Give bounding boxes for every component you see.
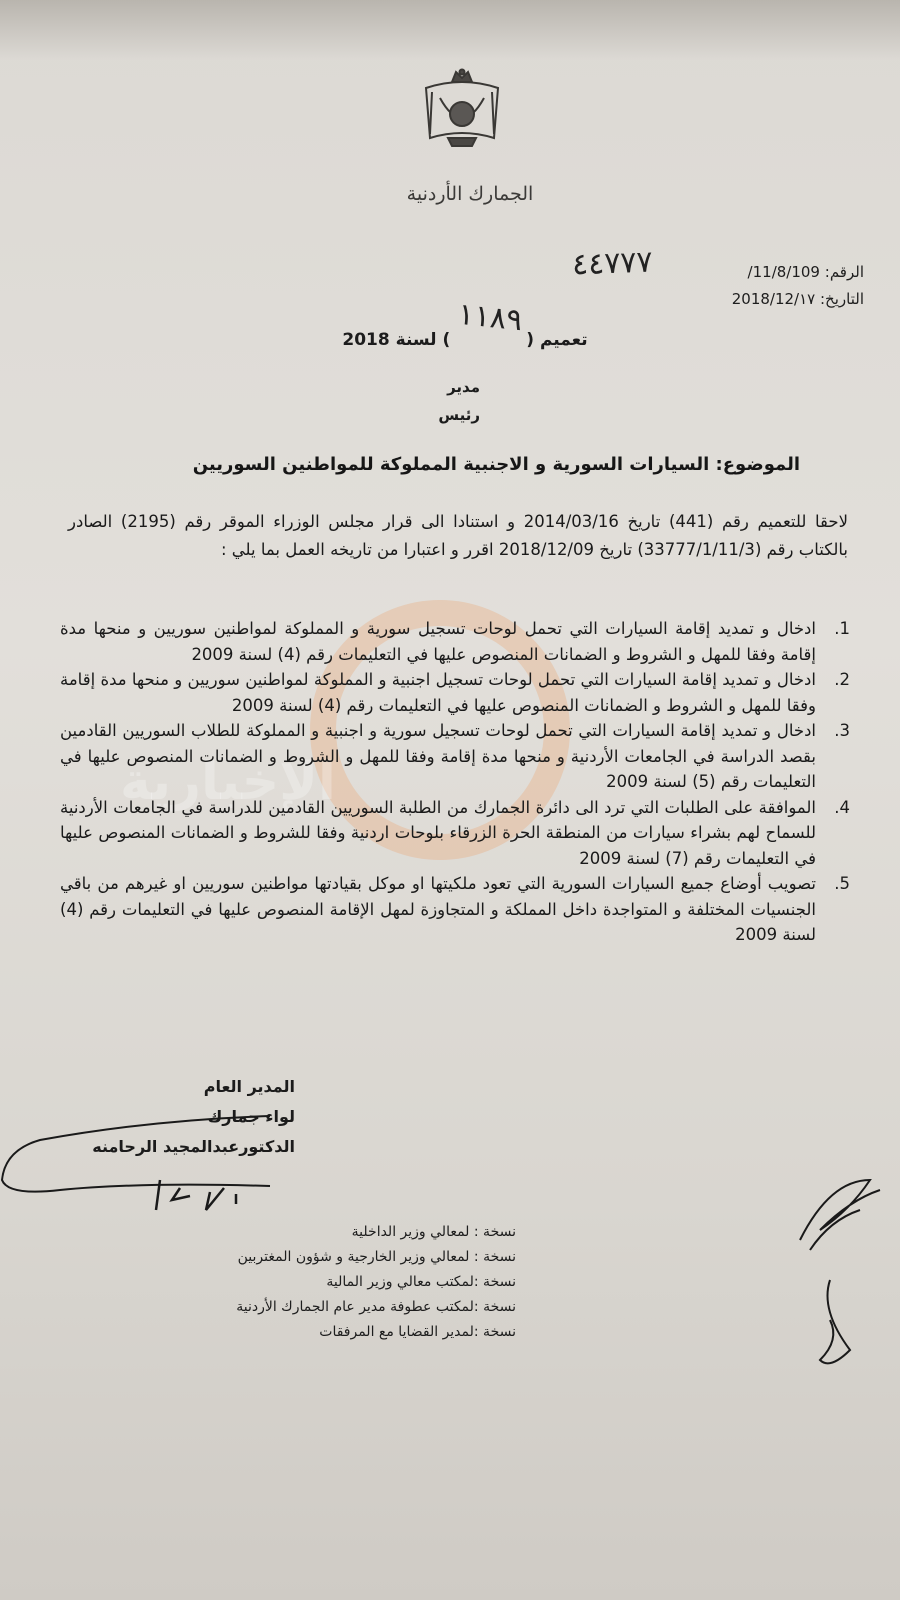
list-item: 5. تصويب أوضاع جميع السيارات السورية التي تعود ملكيتها او موكل بقيادتها مواطنين سوريين او غيرهم من باقي الجنسيات المختلفة و المتواجدة داخل المملكة و المتجاوزة لمهل الإقامة المنصوص عليها في التعليمات رقم (4) لسنة 2009 bbox=[60, 874, 850, 944]
department-name: الجمارك الأردنية bbox=[406, 183, 534, 205]
list-item: 2. ادخال و تمديد إقامة السيارات التي تحمل لوحات تسجيل اجنبية و المملوكة لمواطنين سوريين و منحها مدة إقامة وفقا للمهل و الشروط و الضمانات المنصوص عليها في التعليمات رقم (4) لسنة 2009 bbox=[60, 670, 850, 715]
signatory-title: المدير العام bbox=[203, 1077, 295, 1096]
copy-line: نسخة : لمعالي وزير الداخلية bbox=[351, 1224, 516, 1240]
signatory-rank: لواء جمارك bbox=[207, 1107, 295, 1126]
list-item: 1. ادخال و تمديد إقامة السيارات التي تحمل لوحات تسجيل سورية و المملوكة لمواطنين سوريين و منحها مدة إقامة وفقا للمهل و الشروط و الضمانات المنصوص عليها في التعليمات رقم (4) لسنة 2009 bbox=[60, 619, 850, 664]
handwritten-signature bbox=[0, 1100, 300, 1230]
recipient-director: مدير bbox=[447, 378, 480, 396]
page-shadow bbox=[0, 0, 900, 60]
recipient-head: رئيس bbox=[438, 406, 480, 424]
intro-paragraph: لاحقا للتعميم رقم (441) تاريخ 2014/03/16 و استنادا الى قرار مجلس الوزراء الموقر رقم (2195) الصادر بالكتاب رقم (33777/1/11/3) تاريخ 2018/12/09 اقرر و اعتبارا من تاريخه العمل بما يلي : bbox=[68, 512, 849, 559]
signatory-name: الدكتورعبدالمجيد الرحامنه bbox=[92, 1137, 295, 1156]
crown-emblem-icon bbox=[418, 68, 506, 150]
copy-line: نسخة :لمكتب عطوفة مدير عام الجمارك الأردنية bbox=[236, 1299, 516, 1315]
subject-line: الموضوع: السيارات السورية و الاجنبية المملوكة للمواطنين السوريين bbox=[192, 454, 800, 475]
list-item: 4. الموافقة على الطلبات التي ترد الى دائرة الجمارك من الطلبة السوريين القادمين للدراسة في الجامعات الأردنية للسماح لهم بشراء سيارات من المنطقة الحرة الزرقاء بلوحات اردنية وفقا للشروط و الضمانات المنصوص عليها في التعليمات رقم (7) لسنة 2009 bbox=[60, 797, 850, 868]
directive-list bbox=[60, 616, 850, 948]
copy-line: نسخة :لمدير القضايا مع المرفقات bbox=[319, 1324, 516, 1340]
document-date: التاريخ: 2018/12/١٧ bbox=[731, 290, 864, 308]
circular-title: تعميم () لسنة 2018 bbox=[342, 330, 588, 350]
copy-line: نسخة : لمعالي وزير الخارجية و شؤون المغتربين bbox=[237, 1249, 516, 1265]
initials-signature bbox=[790, 1160, 890, 1400]
watermark-logo: الإخبارية bbox=[120, 752, 336, 812]
list-item: 3. ادخال و تمديد إقامة السيارات التي تحمل لوحات تسجيل سورية و اجنبية و المملوكة للطلاب السوريين القادمين بقصد الدراسة في الجامعات الأردنية و منحها مدة إقامة وفقا للمهل و الشروط و الضمانات المنصوص عليها في التعليمات رقم (5) لسنة 2009 bbox=[60, 721, 850, 791]
reference-handwritten: ٤٤٧٧٧ bbox=[571, 244, 654, 283]
reference-number: الرقم: 11/8/109/ bbox=[747, 263, 864, 281]
copies-list bbox=[236, 1220, 516, 1345]
copy-line: نسخة :لمكتب معالي وزير المالية bbox=[326, 1274, 516, 1290]
circular-number: ١١٨٩ bbox=[456, 296, 525, 339]
